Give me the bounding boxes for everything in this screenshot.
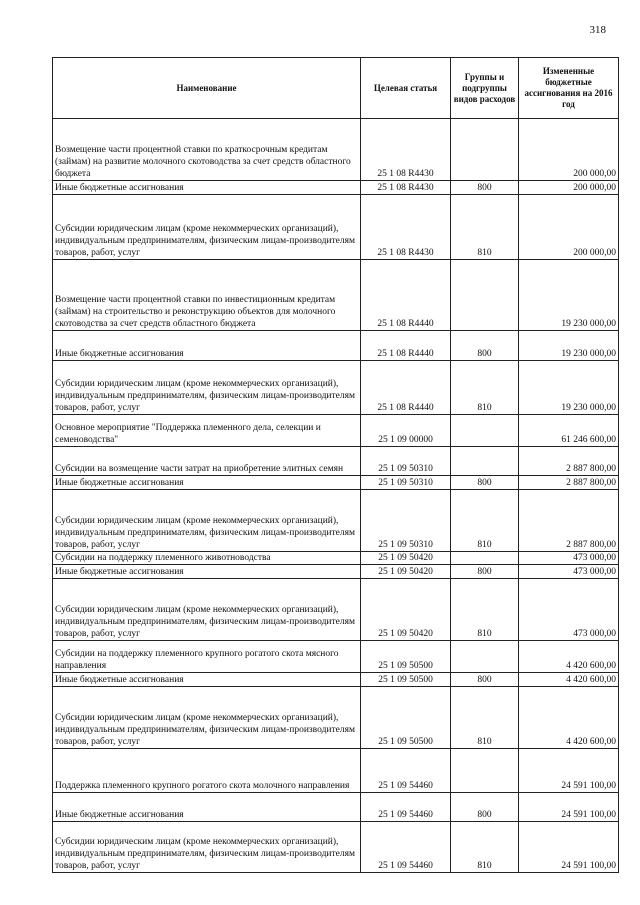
cell-amount: 2 887 800,00: [519, 490, 619, 552]
cell-group: 800: [451, 565, 519, 579]
cell-code: 25 1 08 R4440: [361, 260, 451, 331]
cell-name: Иные бюджетные ассигнования: [53, 565, 361, 579]
table-row: [53, 749, 619, 793]
cell-amount: 473 000,00: [519, 565, 619, 579]
header-group: Группы и подгруппы видов расходов: [451, 58, 519, 119]
cell-name: Субсидии юридическим лицам (кроме некоммерческих организаций), индивидуальным предпринимателям, физическим лицам-производителям товаров, работ, услуг: [53, 822, 361, 873]
cell-name: Субсидии на поддержку племенного животноводства: [53, 552, 361, 565]
table-row: [53, 361, 619, 415]
cell-amount: 2 887 800,00: [519, 447, 619, 476]
cell-amount: 473 000,00: [519, 579, 619, 641]
table-header-row: [53, 58, 619, 119]
cell-name: Иные бюджетные ассигнования: [53, 181, 361, 195]
cell-code: 25 1 09 50500: [361, 673, 451, 687]
cell-amount: 61 246 600,00: [519, 415, 619, 447]
cell-name: Субсидии юридическим лицам (кроме некоммерческих организаций), индивидуальным предпринимателям, физическим лицам-производителям товаров, работ, услуг: [53, 579, 361, 641]
cell-code: 25 1 09 50500: [361, 641, 451, 673]
table-row: [53, 687, 619, 749]
cell-group: [451, 260, 519, 331]
cell-group: 800: [451, 793, 519, 822]
cell-amount: 4 420 600,00: [519, 687, 619, 749]
cell-code: 25 1 09 54460: [361, 822, 451, 873]
cell-amount: 2 887 800,00: [519, 476, 619, 490]
cell-group: 800: [451, 331, 519, 361]
budget-table: [52, 57, 619, 873]
cell-name: Субсидии юридическим лицам (кроме некоммерческих организаций), индивидуальным предпринимателям, физическим лицам-производителям товаров, работ, услуг: [53, 687, 361, 749]
cell-code: 25 1 08 R4430: [361, 195, 451, 260]
cell-code: 25 1 09 50310: [361, 447, 451, 476]
table-row: [53, 793, 619, 822]
table-row: [53, 673, 619, 687]
cell-code: 25 1 09 00000: [361, 415, 451, 447]
header-code: Целевая статья: [361, 58, 451, 119]
cell-name: Субсидии юридическим лицам (кроме некоммерческих организаций), индивидуальным предпринимателям, физическим лицам-производителям товаров, работ, услуг: [53, 361, 361, 415]
table-row: [53, 331, 619, 361]
cell-code: 25 1 09 50310: [361, 490, 451, 552]
cell-group: 810: [451, 195, 519, 260]
cell-code: 25 1 09 54460: [361, 749, 451, 793]
cell-group: 810: [451, 490, 519, 552]
cell-group: 810: [451, 687, 519, 749]
table-row: [53, 490, 619, 552]
cell-amount: 200 000,00: [519, 119, 619, 181]
cell-group: [451, 119, 519, 181]
cell-group: [451, 641, 519, 673]
cell-group: 800: [451, 476, 519, 490]
cell-code: 25 1 08 R4440: [361, 331, 451, 361]
cell-name: Субсидии юридическим лицам (кроме некоммерческих организаций), индивидуальным предпринимателям, физическим лицам-производителям товаров, работ, услуг: [53, 195, 361, 260]
cell-amount: 19 230 000,00: [519, 331, 619, 361]
cell-name: Возмещение части процентной ставки по инвестиционным кредитам (займам) на строительство и реконструкцию объектов для молочного скотоводства за счет средств областного бюджета: [53, 260, 361, 331]
cell-group: 810: [451, 822, 519, 873]
cell-code: 25 1 08 R4440: [361, 361, 451, 415]
table-row: [53, 641, 619, 673]
cell-code: 25 1 09 54460: [361, 793, 451, 822]
cell-amount: 19 230 000,00: [519, 361, 619, 415]
cell-name: Иные бюджетные ассигнования: [53, 793, 361, 822]
cell-group: [451, 447, 519, 476]
cell-name: Иные бюджетные ассигнования: [53, 673, 361, 687]
table-row: [53, 476, 619, 490]
cell-group: 800: [451, 181, 519, 195]
cell-group: [451, 415, 519, 447]
cell-name: Иные бюджетные ассигнования: [53, 331, 361, 361]
cell-name: Основное мероприятие "Поддержка племенного дела, селекции и семеноводства": [53, 415, 361, 447]
cell-amount: 24 591 100,00: [519, 822, 619, 873]
cell-code: 25 1 09 50310: [361, 476, 451, 490]
cell-group: 800: [451, 673, 519, 687]
cell-amount: 200 000,00: [519, 181, 619, 195]
cell-code: 25 1 09 50420: [361, 565, 451, 579]
cell-name: Субсидии юридическим лицам (кроме некоммерческих организаций), индивидуальным предпринимателям, физическим лицам-производителям товаров, работ, услуг: [53, 490, 361, 552]
cell-name: Субсидии на возмещение части затрат на приобретение элитных семян: [53, 447, 361, 476]
table-row: [53, 181, 619, 195]
cell-amount: 4 420 600,00: [519, 673, 619, 687]
table-row: [53, 415, 619, 447]
cell-name: Возмещение части процентной ставки по краткосрочным кредитам (займам) на развитие молочного скотоводства за счет средств областного бюджета: [53, 119, 361, 181]
table-row: [53, 119, 619, 181]
cell-amount: 24 591 100,00: [519, 749, 619, 793]
header-name: Наименование: [53, 58, 361, 119]
cell-group: [451, 749, 519, 793]
cell-amount: 19 230 000,00: [519, 260, 619, 331]
cell-amount: 24 591 100,00: [519, 793, 619, 822]
table-row: [53, 260, 619, 331]
table-body: [53, 119, 619, 873]
cell-group: 810: [451, 361, 519, 415]
table-row: [53, 447, 619, 476]
cell-code: 25 1 08 R4430: [361, 119, 451, 181]
cell-amount: 473 000,00: [519, 552, 619, 565]
cell-code: 25 1 09 50420: [361, 579, 451, 641]
cell-group: [451, 552, 519, 565]
header-amount: Измененные бюджетные ассигнования на 2016 год: [519, 58, 619, 119]
cell-name: Субсидии на поддержку племенного крупного рогатого скота мясного направления: [53, 641, 361, 673]
cell-code: 25 1 08 R4430: [361, 181, 451, 195]
table-row: [53, 552, 619, 565]
cell-amount: 4 420 600,00: [519, 641, 619, 673]
page-number: 318: [589, 24, 606, 36]
cell-group: 810: [451, 579, 519, 641]
cell-code: 25 1 09 50500: [361, 687, 451, 749]
cell-code: 25 1 09 50420: [361, 552, 451, 565]
cell-amount: 200 000,00: [519, 195, 619, 260]
cell-name: Поддержка племенного крупного рогатого скота молочного направления: [53, 749, 361, 793]
table-row: [53, 822, 619, 873]
table-row: [53, 579, 619, 641]
cell-name: Иные бюджетные ассигнования: [53, 476, 361, 490]
table-row: [53, 565, 619, 579]
table-row: [53, 195, 619, 260]
